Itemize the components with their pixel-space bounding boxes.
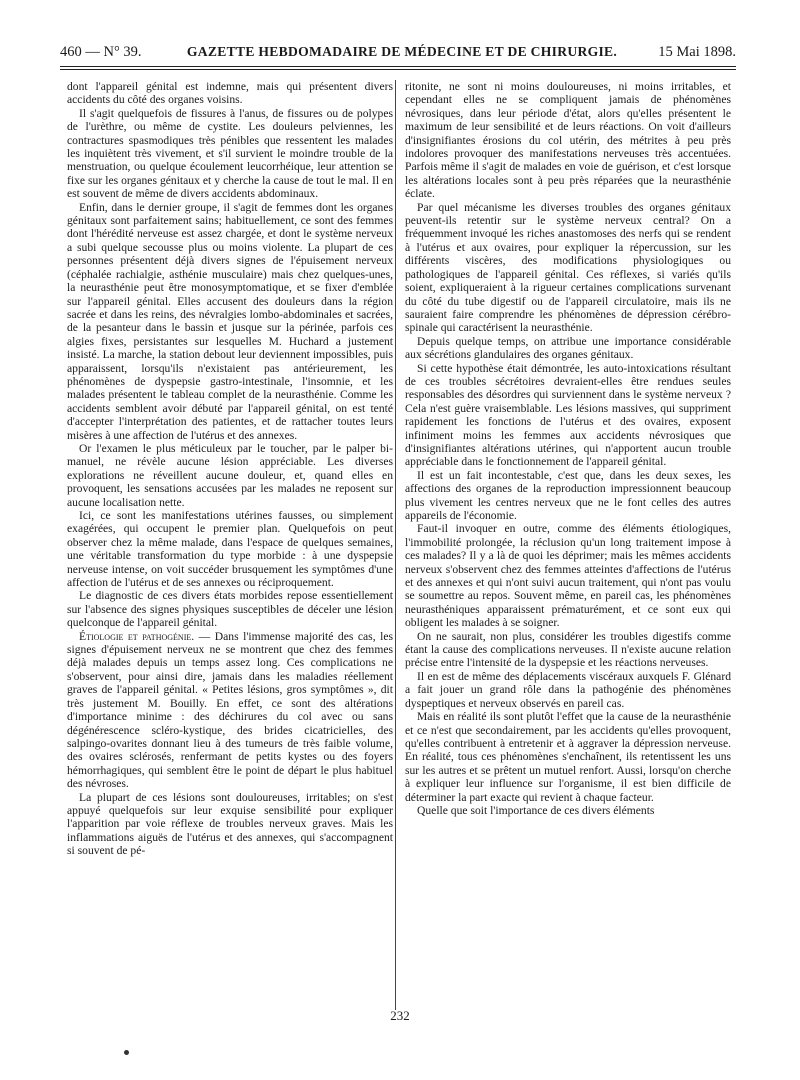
section-heading: Étiologie et pathogénie.	[79, 629, 195, 643]
section-paragraph	[67, 630, 393, 791]
right-column	[405, 80, 731, 1015]
paragraph: Ici, ce sont les manifestations utérines fausses, ou simplement exagérées, qui occupent le premier plan. Quelquefois on peut observer chez la même malade, dans l'espace de quelques semaines, une véritable transformation du type morbide : à une dyspepsie nerveuse intense, on voit succéder brusquement les symptômes d'une affection de l'utérus et de ses annexes ou réciproquement.	[67, 509, 393, 590]
ink-speck	[124, 1050, 129, 1055]
paragraph: Quelle que soit l'importance de ces divers éléments	[417, 803, 655, 817]
paragraph: Il en est de même des déplacements viscéraux auxquels F. Glénard a fait jouer un grand rôle dans la pathogénie des phénomènes dyspeptiques et nerveux observés en pareil cas.	[405, 669, 731, 710]
paragraph: Faut-il invoquer en outre, comme des éléments étiologiques, l'immobilité prolongée, la réclusion qu'un long traitement impose à ces malades? Il y a là de quoi les déprimer; mais les mêmes accidents nerveux s'observent chez des femmes atteintes d'affections de l'utérus et des annexes et qui n'ont suivi aucun traitement, qui n'ont pas voulu se soumettre au repos. Souvent même, en pareil cas, les phénomènes neurasthéniques apparaissent prématurément, et ce sont eux qui obligent les malades à se soigner.	[405, 522, 731, 630]
paragraph: Depuis quelque temps, on attribue une importance considérable aux sécrétions glandulaires des organes génitaux.	[405, 334, 731, 362]
paragraph: Si cette hypothèse était démontrée, les auto-intoxications résultant de ces troubles sécrétoires devraient-elles être rendues seules responsables des désordres qui surviennent dans le système nerveux ? Cela n'est guère vraisemblable. Les lésions massives, qui suppriment rapidement les fonctions de l'utérus et des ovaires, exposent infiniment moins les femmes aux accidents névrosiques que d'insignifiantes altérations utérines, qui n'apportent aucun trouble appréciable dans le fonctionnement de l'appareil génital.	[405, 361, 731, 469]
paragraph: Le diagnostic de ces divers états morbides repose essentiellement sur l'absence des signes physiques susceptibles de déceler une lésion quelconque de l'appareil génital.	[67, 589, 393, 630]
journal-title: GAZETTE HEBDOMADAIRE DE MÉDECINE ET DE CHIRURGIE.	[186, 44, 618, 59]
paragraph: Mais en réalité ils sont plutôt l'effet que la cause de la neurasthénie et ce n'est que secondairement, par les accidents qu'elles provoquent, qu'elles contribuent à entretenir et à aggraver la dépression nerveuse. En réalité, tous ces phénomènes s'enchaînent, ils retentissent les uns sur les autres et se prêtent un mutuel renfort. Aussi, lorsqu'on cherche à expliquer leur influence sur l'organisme, il est bien difficile de déterminer la part exacte qui revient à chaque facteur.	[405, 710, 731, 804]
running-header	[60, 40, 736, 64]
folio-number: 232	[390, 1008, 410, 1023]
paragraph: Il s'agit quelquefois de fissures à l'anus, de fissures ou de polypes de l'urèthre, ou même de cystite. Les douleurs pelviennes, les contractures spasmodiques très pénibles que ressentent les malades les inquiètent très vivement, et s'il survient le moindre trouble de la menstruation, ou quelque écoulement leucorrhéique, leur attention se fixe sur les organes génitaux et y cherche la cause de tout le mal. Il en est souvent de même de divers accidents abdominaux.	[67, 106, 393, 201]
column-divider	[395, 80, 396, 1010]
header-rule-bottom	[60, 69, 736, 70]
paragraph: Or l'examen le plus méticuleux par le toucher, par le palper bi-manuel, ne révèle aucune lésion appréciable. Les diverses explorations ne réveillent aucune douleur, et, quand elles en provoquent, les sensations accusées par les malades ne reposent sur aucune localisation nette.	[67, 441, 393, 509]
section-text: — Dans l'immense majorité des cas, les signes d'épuisement nerveux ne se montrent que chez des femmes déjà malades depuis un temps assez long. Ces complications ne s'observent, pour ainsi dire, jamais dans les maladies réellement graves de l'appareil génital. « Petites lésions, gros symptômes », dit très justement M. Bouilly. En effet, ce sont des altérations d'importance minime : des déchirures du col avec ou sans dégénérescence scléro-kystique, des brides cicatricielles, des salpingo-ovarites donnant lieu à des tumeurs de très faible volume, des ovaires sclérosés, renfermant de petits kystes ou des foyers hémorrhagiques, qui semblent être le point de départ le plus habituel des névroses.	[67, 629, 393, 791]
paragraph: On ne saurait, non plus, considérer les troubles digestifs comme étant la cause des complications nerveuses. Il n'existe aucune relation précise entre l'intensité de la dyspepsie et les réactions nerveuses.	[405, 629, 731, 670]
page-number-issue: 460 — N° 39.	[60, 44, 142, 60]
left-column	[67, 80, 393, 1015]
paragraph: La plupart de ces lésions sont douloureuses, irritables; on s'est appuyé quelquefois sur leur exquise sensibilité pour expliquer l'apparition par voie réflexe de troubles nerveux graves. Mais les inflammations aiguës de l'utérus et des annexes, qui s'accompagnent si souvent de pé-	[67, 790, 393, 858]
paragraph: Il est un fait incontestable, c'est que, dans les deux sexes, les affections des organes de la reproduction impressionnent beaucoup plus vivement les centres nerveux que ne le font celles des autres appareils de l'économie.	[405, 468, 731, 522]
header-rule-top	[60, 66, 736, 67]
issue-date: 15 Mai 1898.	[658, 44, 736, 60]
paragraph: Par quel mécanisme les diverses troubles des organes génitaux peuvent-ils retentir sur le système nerveux central? On a fréquemment invoqué les riches anastomoses des nerfs qui se rendent à l'utérus et aux ovaires, pour expliquer la répercussion, sur les différents viscères, des modifications physiologiques ou pathologiques de l'appareil génital. Ces réflexes, si variés qu'ils soient, expliqueraient à la rigueur certaines complications survenant du côté du tube digestif ou de l'appareil circulatoire, mais ils ne sauraient faire comprendre les phénomènes de dépression cérébro-spinale qui caractérisent la neurasthénie.	[405, 200, 731, 335]
paragraph: dont l'appareil génital est indemne, mais qui présentent divers accidents du côté des organes voisins.	[67, 80, 393, 107]
paragraph: Enfin, dans le dernier groupe, il s'agit de femmes dont les organes génitaux sont parfaitement sains; habituellement, ce sont des femmes dont l'hérédité nerveuse est assez chargée, et dont le système nerveux a subi quelque secousse plus ou moins violente. La plupart de ces personnes présentent déjà divers signes de l'épuisement nerveux (céphalée rachialgie, asthénie musculaire) mais chez quelques-unes, la neurasthénie peut être monosymptomatique, et se fixer d'emblée sur l'appareil génital. Elles accusent des douleurs dans la région sacrée et dans les reins, des névralgies lombo-abdominales et sacrées, de la pesanteur dans le bassin et jusque sur la périnée, parfois ces algies fixes, persistantes sur lesquelles M. Huchard a justement insisté. La marche, la station debout leur deviennent impossibles, puis apparaissent, lorsqu'ils n'existaient pas antérieurement, les phénomènes de dyspepsie gastro-intestinale, l'insomnie, et les malades présentent le tableau complet de la neurasthénie. Comme les accidents semblent avoir débuté par l'appareil génital, on est tenté d'accepter l'interprétation des patientes, et de rattacher toutes leurs misères à une affection de l'utérus et des annexes.	[67, 200, 393, 442]
paragraph: ritonite, ne sont ni moins douloureuses, ni moins irritables, et cependant elles ne se compliquent jamais de phénomènes névrosiques, dans leur période d'état, alors qu'elles présentent le maximum de leur sensibilité et de leurs réactions. On voit d'ailleurs d'insignifiantes érosions du col utérin, des métrites à peu près indolores provoquer des manifestations nerveuses très accentuées. Parfois même il s'agit de malades en voie de guérison, et c'est lorsque les altérations locales sont à peu près réparées que la neurasthénie éclate.	[405, 80, 731, 201]
